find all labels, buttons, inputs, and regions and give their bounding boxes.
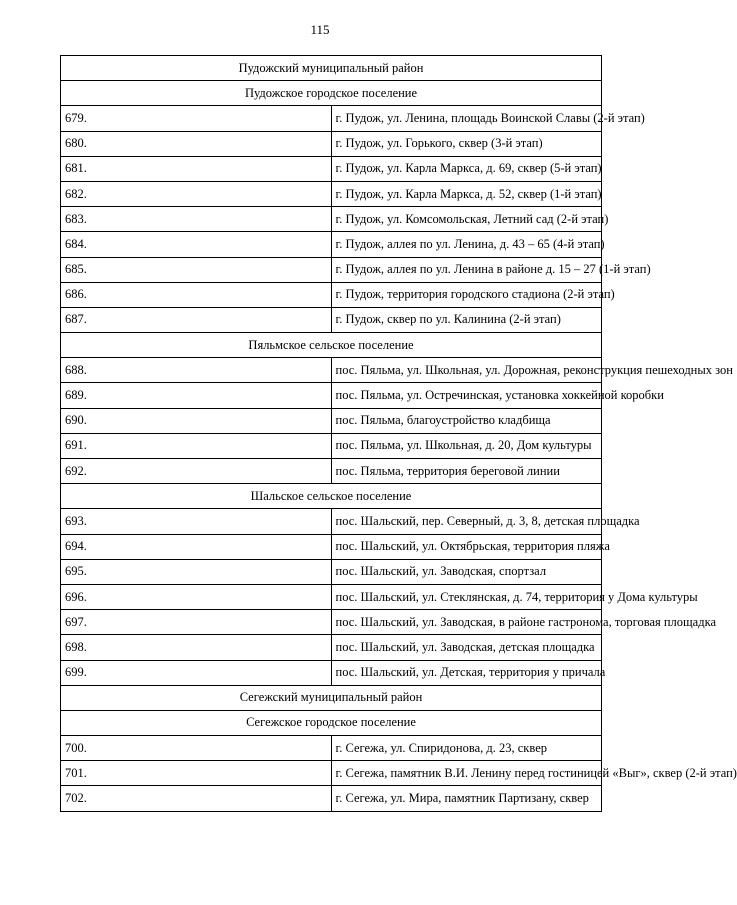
page-number: 115 (310, 22, 330, 37)
table-row (61, 207, 602, 232)
row-number: 702. (61, 786, 332, 811)
row-number: 684. (61, 232, 332, 257)
row-description: пос. Шальский, ул. Заводская, спортзал (331, 559, 602, 584)
table-row (61, 509, 602, 534)
table-row (61, 459, 602, 484)
row-description: пос. Шальский, ул. Заводская, в районе гастронома, торговая площадка (331, 610, 602, 635)
table-row (61, 786, 602, 811)
section-header: Пудожское городское поселение (61, 81, 602, 106)
row-description: пос. Шальский, ул. Заводская, детская площадка (331, 635, 602, 660)
row-description: г. Пудож, ул. Ленина, площадь Воинской Славы (2-й этап) (331, 106, 602, 131)
section-header-row (61, 333, 602, 358)
row-number: 697. (61, 610, 332, 635)
row-description: г. Сегежа, ул. Спиридонова, д. 23, сквер (331, 736, 602, 761)
row-number: 693. (61, 509, 332, 534)
section-header: Сегежское городское поселение (61, 710, 602, 735)
row-number: 695. (61, 559, 332, 584)
row-number: 683. (61, 207, 332, 232)
row-description: пос. Пяльма, благоустройство кладбища (331, 408, 602, 433)
section-header-row (61, 710, 602, 735)
table-row (61, 131, 602, 156)
row-number: 680. (61, 131, 332, 156)
row-description: г. Сегежа, ул. Мира, памятник Партизану, сквер (331, 786, 602, 811)
section-header-row (61, 56, 602, 81)
row-description: пос. Шальский, ул. Стеклянская, д. 74, территория у Дома культуры (331, 584, 602, 609)
table-body (61, 56, 737, 812)
section-header: Пяльмское сельское поселение (61, 333, 602, 358)
table-row (61, 660, 602, 685)
table-row (61, 433, 602, 458)
row-description: пос. Шальский, ул. Детская, территория у причала (331, 660, 602, 685)
table-row (61, 307, 602, 332)
row-description: пос. Шальский, пер. Северный, д. 3, 8, детская площадка (331, 509, 602, 534)
table-row (61, 383, 602, 408)
row-number: 682. (61, 181, 332, 206)
table-row (61, 257, 602, 282)
row-number: 689. (61, 383, 332, 408)
section-header-row (61, 685, 602, 710)
row-number: 696. (61, 584, 332, 609)
table-row (61, 358, 602, 383)
section-header: Шальское сельское поселение (61, 484, 602, 509)
row-description: г. Пудож, ул. Карла Маркса, д. 69, сквер (5-й этап) (331, 156, 602, 181)
table-row (61, 761, 602, 786)
row-number: 691. (61, 433, 332, 458)
section-header: Пудожский муниципальный район (61, 56, 602, 81)
row-description: пос. Пяльма, территория береговой линии (331, 459, 602, 484)
table-row (61, 408, 602, 433)
row-number: 679. (61, 106, 332, 131)
row-number: 700. (61, 736, 332, 761)
section-header-row (61, 81, 602, 106)
table-row (61, 559, 602, 584)
row-number: 698. (61, 635, 332, 660)
table-row (61, 232, 602, 257)
row-description: г. Пудож, ул. Горького, сквер (3-й этап) (331, 131, 602, 156)
section-header-row (61, 484, 602, 509)
row-description: пос. Шальский, ул. Октябрьская, территория пляжа (331, 534, 602, 559)
row-number: 694. (61, 534, 332, 559)
row-description: г. Пудож, сквер по ул. Калинина (2-й этап) (331, 307, 602, 332)
table-row (61, 106, 602, 131)
row-description: пос. Пяльма, ул. Школьная, ул. Дорожная, реконструкция пешеходных зон (331, 358, 602, 383)
row-number: 685. (61, 257, 332, 282)
row-number: 681. (61, 156, 332, 181)
row-number: 687. (61, 307, 332, 332)
row-description: г. Пудож, ул. Карла Маркса, д. 52, сквер (1-й этап) (331, 181, 602, 206)
row-description: г. Пудож, ул. Комсомольская, Летний сад (2-й этап) (331, 207, 602, 232)
row-number: 686. (61, 282, 332, 307)
row-number: 690. (61, 408, 332, 433)
row-number: 692. (61, 459, 332, 484)
row-description: г. Пудож, аллея по ул. Ленина в районе д. 15 – 27 (1-й этап) (331, 257, 602, 282)
row-description: г. Пудож, территория городского стадиона (2-й этап) (331, 282, 602, 307)
row-description: г. Пудож, аллея по ул. Ленина, д. 43 – 65 (4-й этап) (331, 232, 602, 257)
row-description: пос. Пяльма, ул. Остречинская, установка хоккейной коробки (331, 383, 602, 408)
row-number: 699. (61, 660, 332, 685)
table-row (61, 181, 602, 206)
table-row (61, 736, 602, 761)
row-number: 701. (61, 761, 332, 786)
table-row (61, 584, 602, 609)
table-row (61, 610, 602, 635)
row-description: г. Сегежа, памятник В.И. Ленину перед гостиницей «Выг», сквер (2-й этап) (331, 761, 602, 786)
table-row (61, 282, 602, 307)
table-row (61, 635, 602, 660)
section-header: Сегежский муниципальный район (61, 685, 602, 710)
row-number: 688. (61, 358, 332, 383)
row-description: пос. Пяльма, ул. Школьная, д. 20, Дом культуры (331, 433, 602, 458)
table-row (61, 156, 602, 181)
objects-table (60, 55, 737, 812)
table-row (61, 534, 602, 559)
